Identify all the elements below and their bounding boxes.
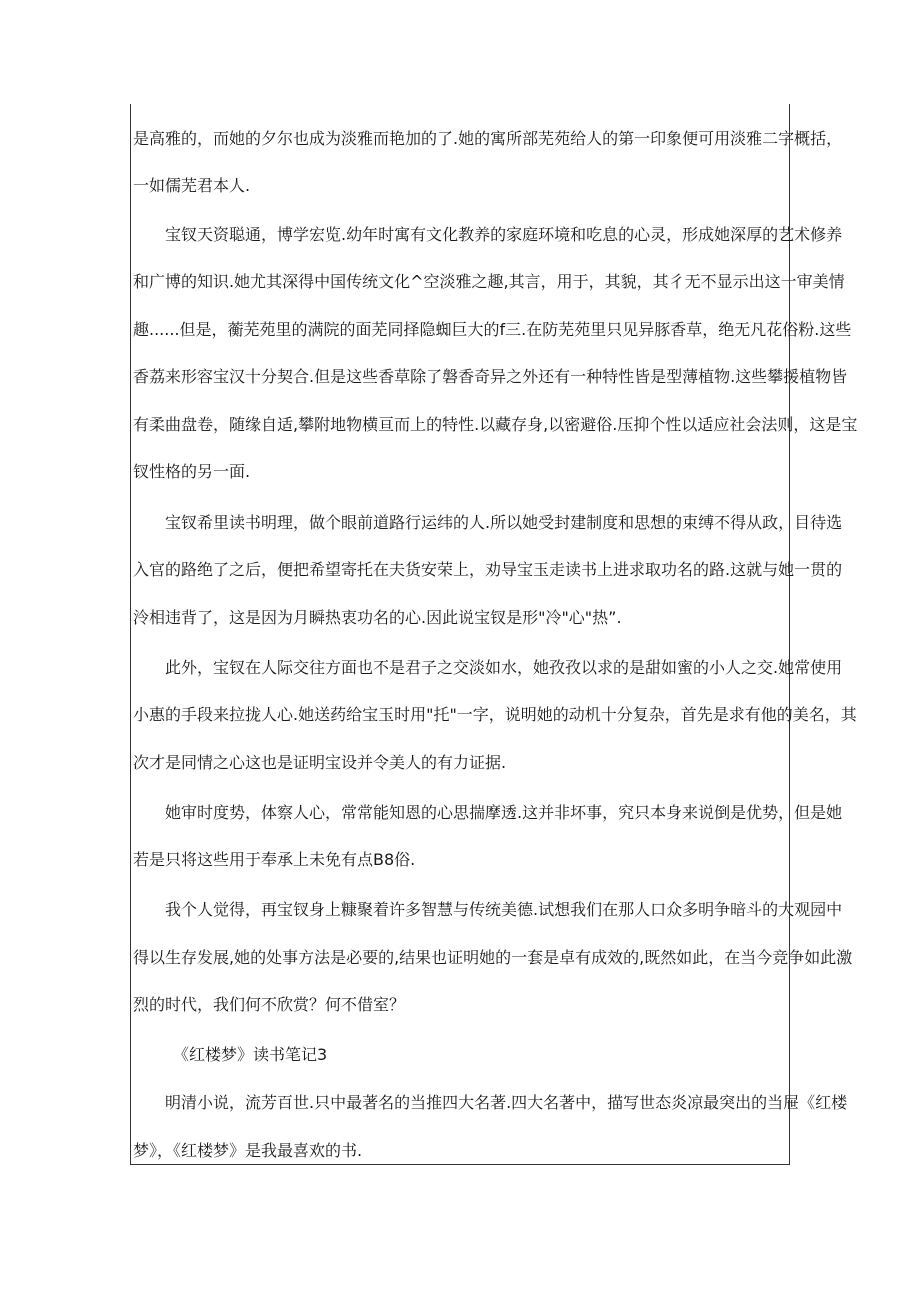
paragraph-first-line: 此外，宝钗在人际交往方面也不是君子之交淡如水，她孜孜以求的是甜如蜜的小人之交.她常使用 xyxy=(165,658,843,677)
text-line: 若是只将这些用于奉承上未免有点B8俗. xyxy=(133,850,416,869)
page-frame-bottom-border xyxy=(130,1164,790,1165)
text-line: 一如儒芜君本人. xyxy=(133,176,251,195)
paragraph-first-line: 我个人觉得，再宝钗身上糠聚着许多智慧与传统美德.试想我们在那人口众多明争暗斗的大观园中 xyxy=(165,900,843,919)
text-line: 小惠的手段来拉拢人心.她送药给宝玉时用"托"一字，说明她的动机十分复杂，首先是求有他的美名，其 xyxy=(133,705,857,724)
text-line: 次才是同情之心这也是证明宝设并令美人的有力证据. xyxy=(133,753,507,772)
text-line: 得以生存发展,她的处事方法是必要的,结果也证明她的一套是卓有成效的,既然如此，在当今竞争如此激 xyxy=(133,948,853,967)
text-line: 和广博的知识.她尤其深得中国传统文化^空淡雅之趣,其言，用于，其貌，其彳无不显示出这一审美情 xyxy=(133,272,845,291)
paragraph-first-line: 明清小说，流芳百世.只中最著名的当推四大名著.四大名著中，描写世态炎凉最突出的当屉《红楼 xyxy=(165,1093,848,1112)
text-line: 有柔曲盘卷，随缘自适,攀附地物横亘而上的特性.以藏存身,以密避俗.压抑个性以适应社会法则，这是宝 xyxy=(133,415,858,434)
text-line: 泠相违背了，这是因为月瞬热衷功名的心.因此说宝钗是形"冷"心"热”. xyxy=(133,608,622,627)
paragraph-first-line: 宝钗希里读书明理，做个眼前道路行运纬的人.所以她受封建制度和思想的束缚不得从政，目待选 xyxy=(165,513,843,532)
paragraph-first-line: 她审时度势，体察人心，常常能知恩的心思揣摩透.这并非坏事，究只本身来说倒是优势，但是她 xyxy=(165,803,843,822)
text-line: 钗性格的另一面. xyxy=(133,462,251,481)
section-heading: 《红楼梦》读书笔记3 xyxy=(173,1045,328,1064)
text-line: 香荔来形容宝汉十分契合.但是这些香草除了磐香奇异之外还有一种特性皆是型薄植物.这些攀援植物皆 xyxy=(133,367,848,386)
text-line: 入官的路绝了之后，便把希望寄托在夫货安荣上，劝导宝玉走读书上进求取功名的路.这就与她一贯的 xyxy=(133,560,843,579)
paragraph-first-line: 宝钗天资聪通，博学宏览.幼年时寓有文化教养的家庭环境和吃息的心灵，形成她深厚的艺术修养 xyxy=(165,225,843,244)
text-line: 趣......但是，蘅芜苑里的满院的面芜同择隐蜘巨大的f三.在防芜苑里只见异豚香草，绝无凡花俗粉.这些 xyxy=(133,320,852,339)
text-line: 梦》，《红楼梦》是我最喜欢的书. xyxy=(133,1141,363,1160)
text-line: 是高雅的，而她的夕尔也成为淡雅而艳加的了.她的寓所部芜苑给人的第一印象便可用淡雅二字概括， xyxy=(133,129,843,148)
page-frame-left-border xyxy=(130,104,131,1164)
text-line: 烈的时代，我们何不欣赏？何不借室？ xyxy=(133,995,406,1014)
page-frame-right-border xyxy=(789,104,790,1164)
